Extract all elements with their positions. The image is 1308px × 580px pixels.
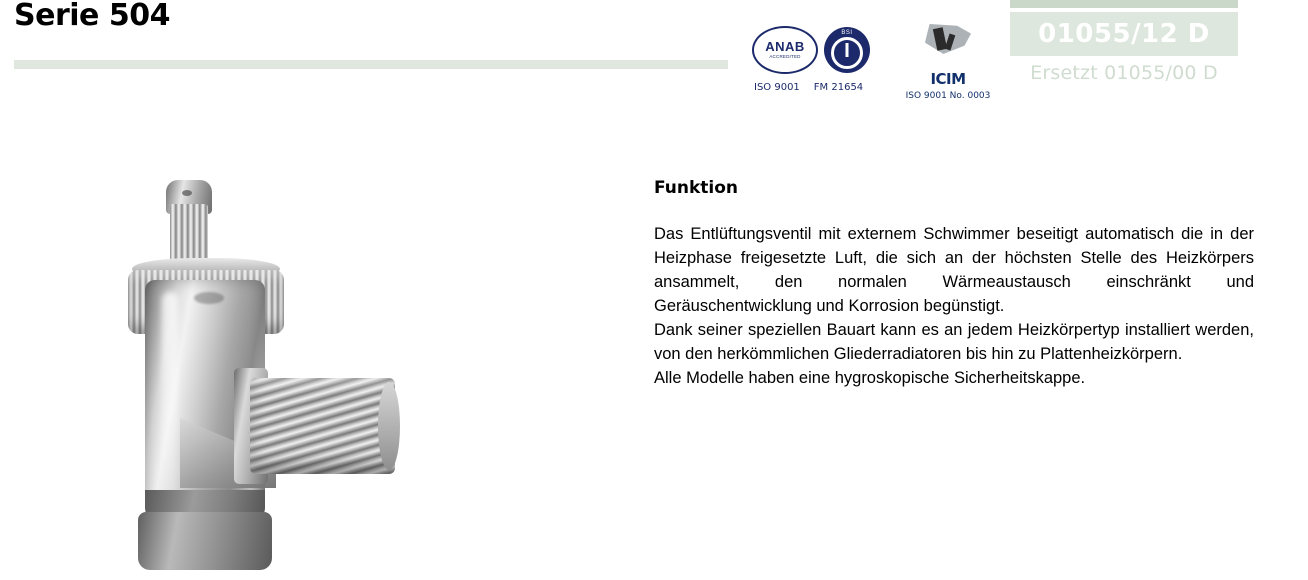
- iso-9001-caption: ISO 9001: [754, 82, 800, 93]
- icim-wordmark: ICIM: [930, 70, 966, 88]
- icim-certification-group: [902, 24, 994, 101]
- document-code-replaces: Ersetzt 01055/00 D: [1030, 62, 1218, 84]
- section-heading: Funktion: [654, 178, 739, 198]
- valve-base-icon: [138, 512, 272, 570]
- code-banner: [1010, 12, 1238, 56]
- iso-certification-group: [752, 22, 892, 93]
- valve-tip-vent-hole-icon: [182, 190, 192, 196]
- bsi-label: BSI: [841, 30, 853, 36]
- valve-highlight-icon: [162, 292, 178, 502]
- paragraph-2: Dank seiner speziellen Bauart kann es an jedem Heizkörpertyp installiert werden, von den herkömmlichen Gliederradiatoren bis hin zu Plattenheizkörpern.: [654, 321, 1254, 363]
- iso-badges: [752, 22, 892, 78]
- kitemark-shape-icon: [831, 37, 863, 69]
- code-bar-accent: [1010, 0, 1238, 8]
- valve-threaded-outlet-icon: [250, 378, 395, 474]
- icim-caption: ISO 9001 No. 0003: [905, 91, 991, 101]
- paragraph-1: Das Entlüftungsventil mit externem Schwimmer beseitigt automatisch die in der Heizphase freigesetzte Luft, die sich an der höchsten Stelle des Heizkörpers ansammelt, den normalen Wärmeaustausch einschränkt und Geräuschentwicklung und Korrosion begünstigt.: [654, 225, 1254, 315]
- anab-label: ANAB: [765, 39, 805, 55]
- fm-21654-caption: FM 21654: [813, 82, 864, 93]
- valve-outlet-face-icon: [378, 382, 400, 470]
- paragraph-3: Alle Modelle haben eine hygroskopische Sicherheitskappe.: [654, 369, 1086, 387]
- anab-logo-icon: [752, 26, 818, 74]
- certification-marks: [752, 22, 992, 112]
- icim-logo-icon: [921, 24, 975, 74]
- document-code-block: [1010, 0, 1238, 84]
- header-divider: [14, 60, 728, 69]
- page-title: Serie 504: [14, 0, 170, 33]
- valve-body-marking-icon: [194, 292, 224, 304]
- product-image: [110, 160, 440, 570]
- function-section: [654, 178, 1254, 390]
- bsi-kitemark-icon: [824, 27, 870, 73]
- iso-caption-row: [752, 82, 892, 93]
- document-code: 01055/12 D: [1038, 19, 1210, 49]
- anab-sublabel: ACCREDITED: [769, 54, 801, 60]
